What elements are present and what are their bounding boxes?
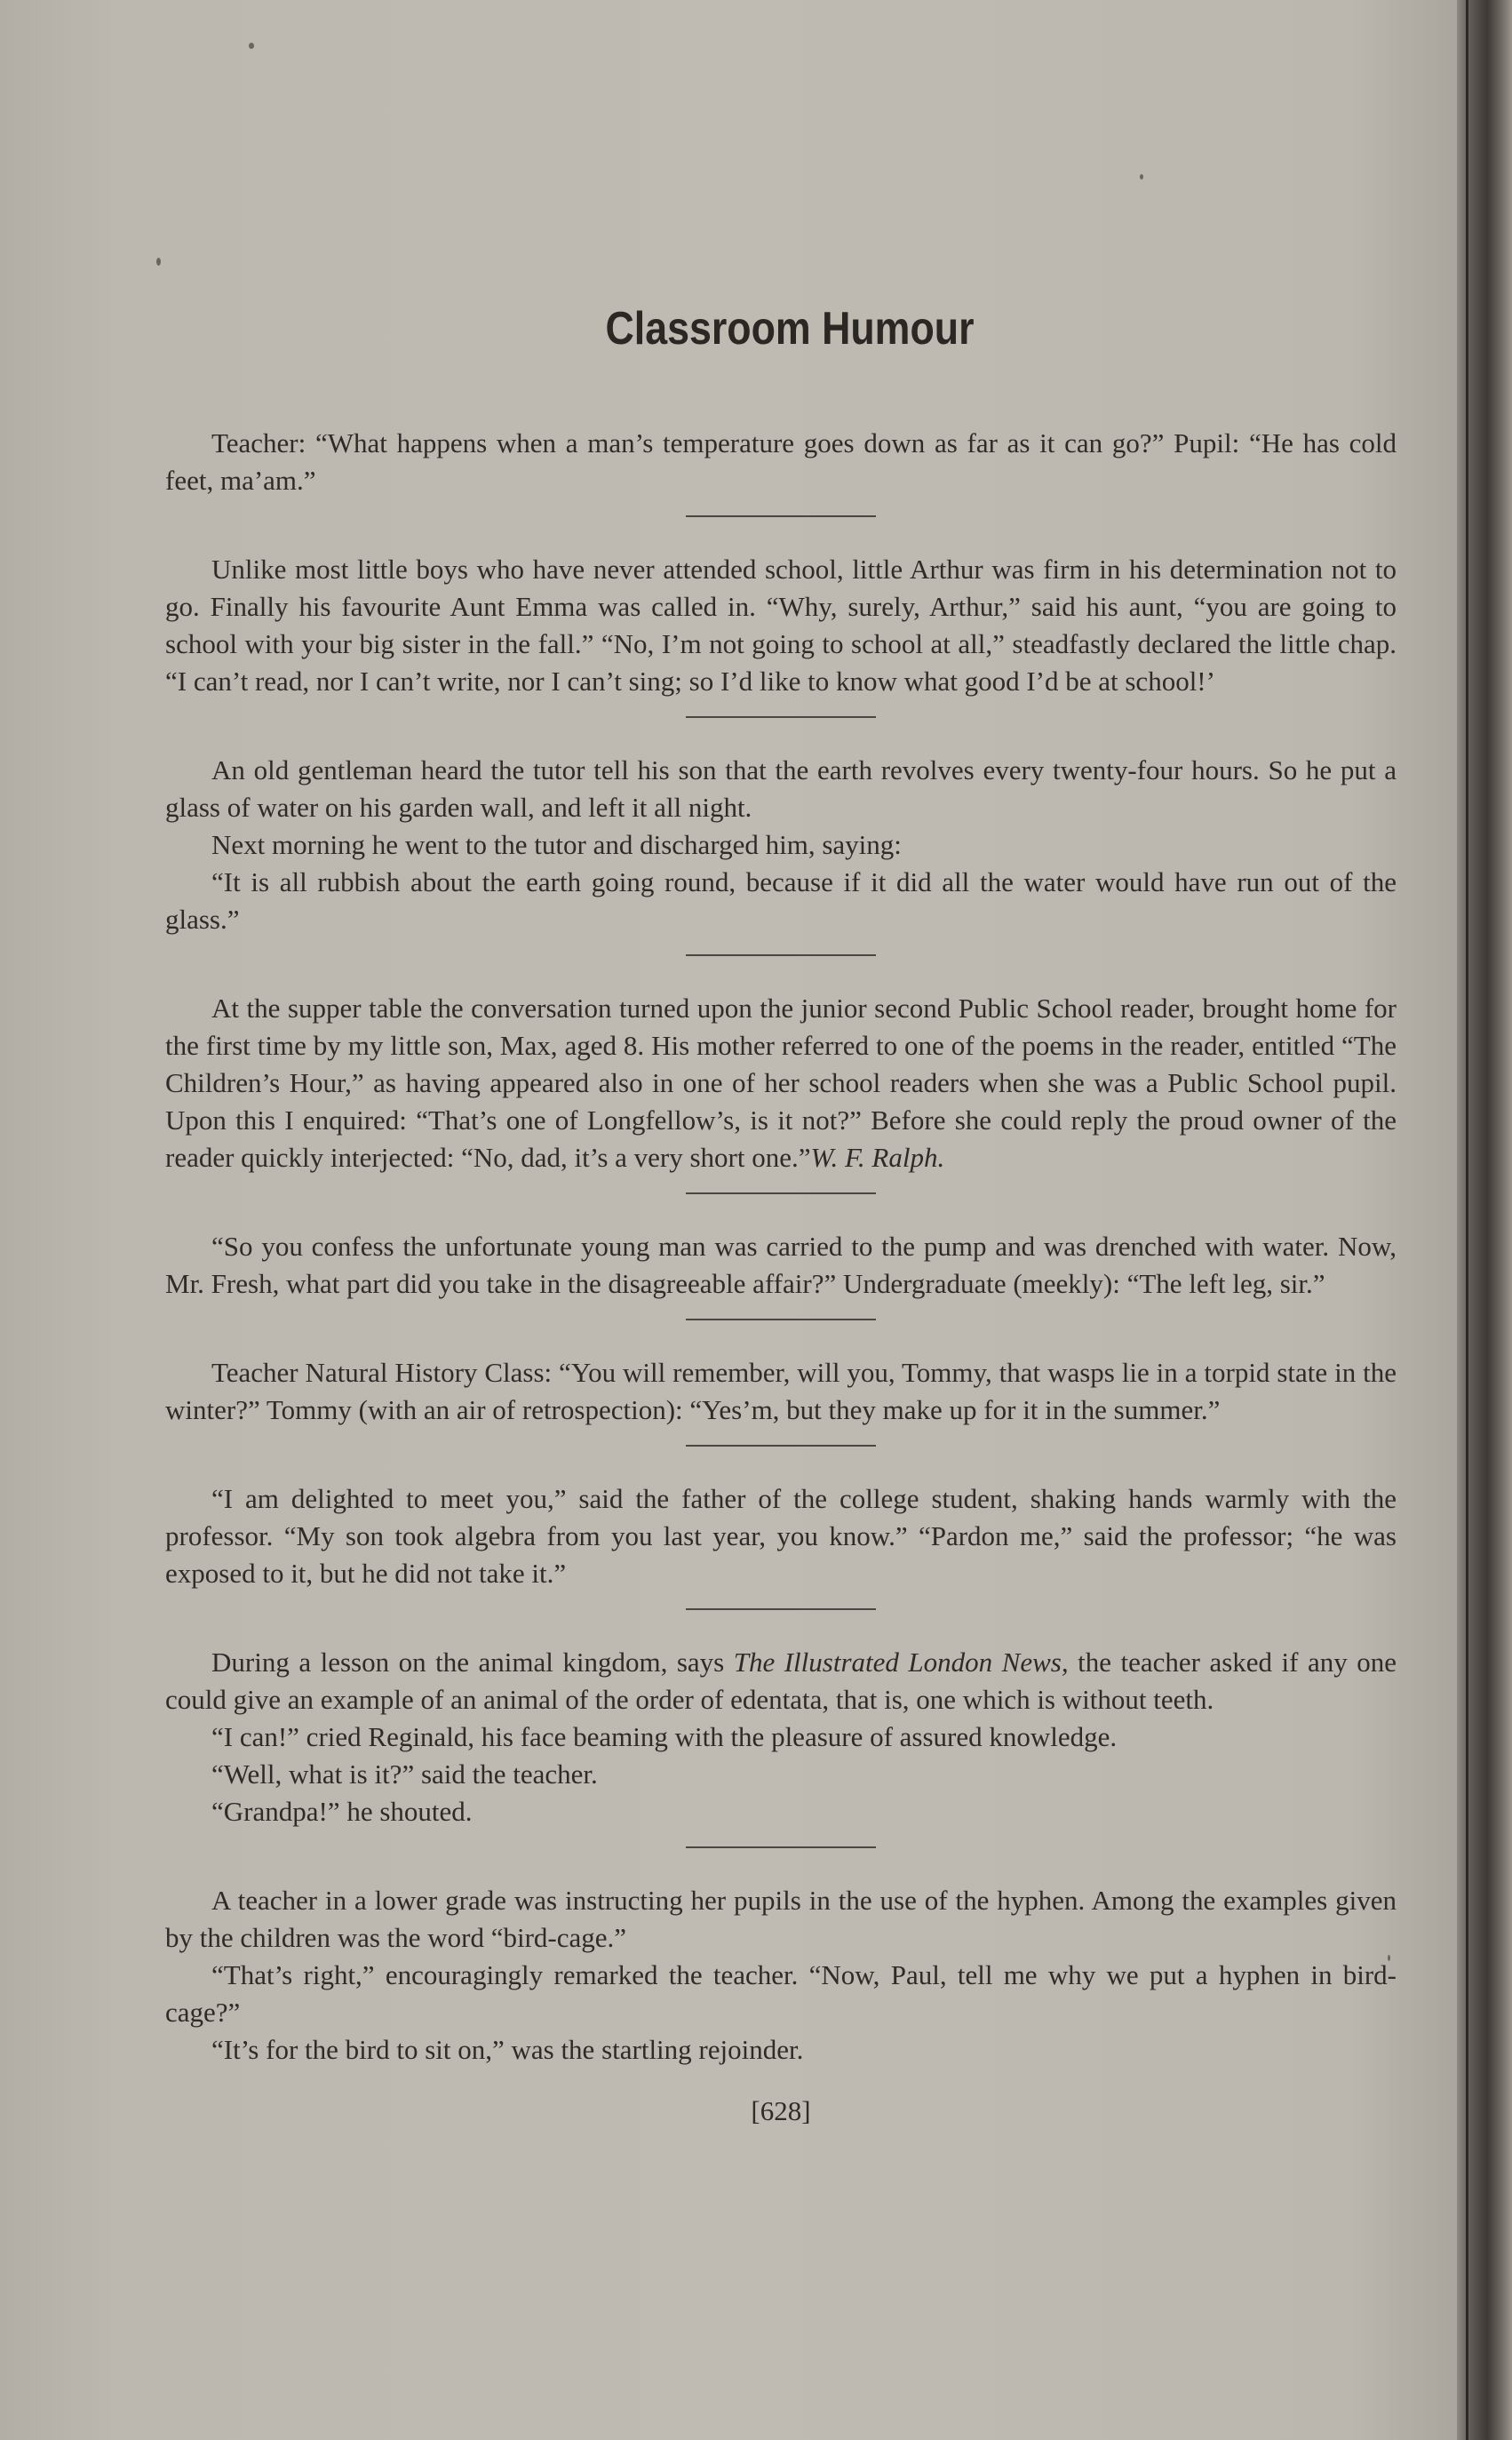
story-paragraph: Teacher Natural History Class: “You will remember, will you, Tommy, that wasps lie in a torpid state in the winter?” Tommy (with an air of retrospection): “Yes’m, but they make up for it in the summer.” [165,1357,1397,1425]
separator-rule [686,1319,876,1320]
story-paragraph: A teacher in a lower grade was instructing her pupils in the use of the hyphen. Among the examples given by the children was the word “bird-cage.” [165,1885,1397,1953]
page-edge [1466,0,1468,2440]
story-text: the teacher asked if any one could give an example of an animal of the order of edentata, that is, one which is without teeth. [165,1647,1397,1715]
story-paragraph: Next morning he went to the tutor and discharged him, saying: [211,829,902,860]
separator-rule [686,1608,876,1610]
story-5 [165,1228,1397,1303]
story-8 [165,1644,1397,1830]
page-title: Classroom Humour [605,303,975,355]
story-paragraph: Unlike most little boys who have never attended school, little Arthur was firm in his determination not to go. Finally his favourite Aunt Emma was called in. “Why, surely, Arthur,” said his aunt, “you are going to school with your big sister in the fall.” “No, I’m not going to school at all,” steadfastly declared the little chap. “I can’t read, nor I can’t write, nor I can’t sing; so I’d like to know what good I’d be at school!’ [165,554,1397,697]
page-speck [156,258,161,266]
story-paragraph: “Grandpa!” he shouted. [211,1796,473,1827]
source-title: The Illustrated London News, [733,1647,1069,1678]
story-paragraph: “It is all rubbish about the earth going round, because if it did all the water would have run out of the glass.” [165,866,1397,935]
page-number: [628] [751,2095,811,2126]
story-4 [165,990,1397,1176]
story-paragraph: An old gentleman heard the tutor tell his son that the earth revolves every twenty-four hours. So he put a glass of water on his garden wall, and left it all night. [165,754,1397,823]
page-speck [249,43,254,49]
story-1 [165,425,1397,499]
separator-rule [686,1192,876,1194]
story-paragraph: “I can!” cried Reginald, his face beaming with the pleasure of assured knowledge. [211,1721,1118,1752]
story-paragraph: “That’s right,” encouragingly remarked the teacher. “Now, Paul, tell me why we put a hyphen in bird-cage?” [165,1959,1397,2028]
story-attribution: W. F. Ralph. [810,1142,945,1173]
separator-rule [686,1846,876,1848]
separator-rule [686,954,876,956]
separator-rule [686,515,876,517]
separator-rule [686,1445,876,1447]
story-9 [165,1882,1397,2069]
separator-rule [686,716,876,718]
page-speck [1140,174,1143,179]
story-2 [165,551,1397,700]
story-paragraph: Teacher: “What happens when a man’s temperature goes down as far as it can go?” Pupil: “He has cold feet, ma’am.” [165,427,1397,496]
story-paragraph: “It’s for the bird to sit on,” was the startling rejoinder. [211,2034,804,2065]
story-paragraph [165,1644,1397,1718]
story-paragraph: “So you confess the unfortunate young man was carried to the pump and was drenched with water. Now, Mr. Fresh, what part did you take in the disagreeable affair?” Undergraduate (meekly): “The left leg, sir.” [165,1231,1397,1299]
story-paragraph: “Well, what is it?” said the teacher. [211,1758,598,1790]
story-text: During a lesson on the animal kingdom, says [211,1647,725,1678]
story-paragraph [165,990,1397,1176]
story-paragraph: “I am delighted to meet you,” said the father of the college student, shaking hands warmly with the professor. “My son took algebra from you last year, you know.” “Pardon me,” said the professor; “he was exposed to it, but he did not take it.” [165,1483,1397,1589]
article [165,302,1397,2127]
story-6 [165,1354,1397,1429]
story-3 [165,752,1397,938]
story-7 [165,1480,1397,1592]
story-text: At the supper table the conversation turned upon the junior second Public School reader, brought home for the first time by my little son, Max, aged 8. His mother referred to one of the poems in the reader, entitled “The Children’s Hour,” as having appeared also in one of her school readers when she was a Public School pupil. Upon this I enquired: “That’s one of Longfellow’s, is it not?” Before she could reply the proud owner of the reader quickly interjected: “No, dad, it’s a very short one.” [165,993,1397,1173]
